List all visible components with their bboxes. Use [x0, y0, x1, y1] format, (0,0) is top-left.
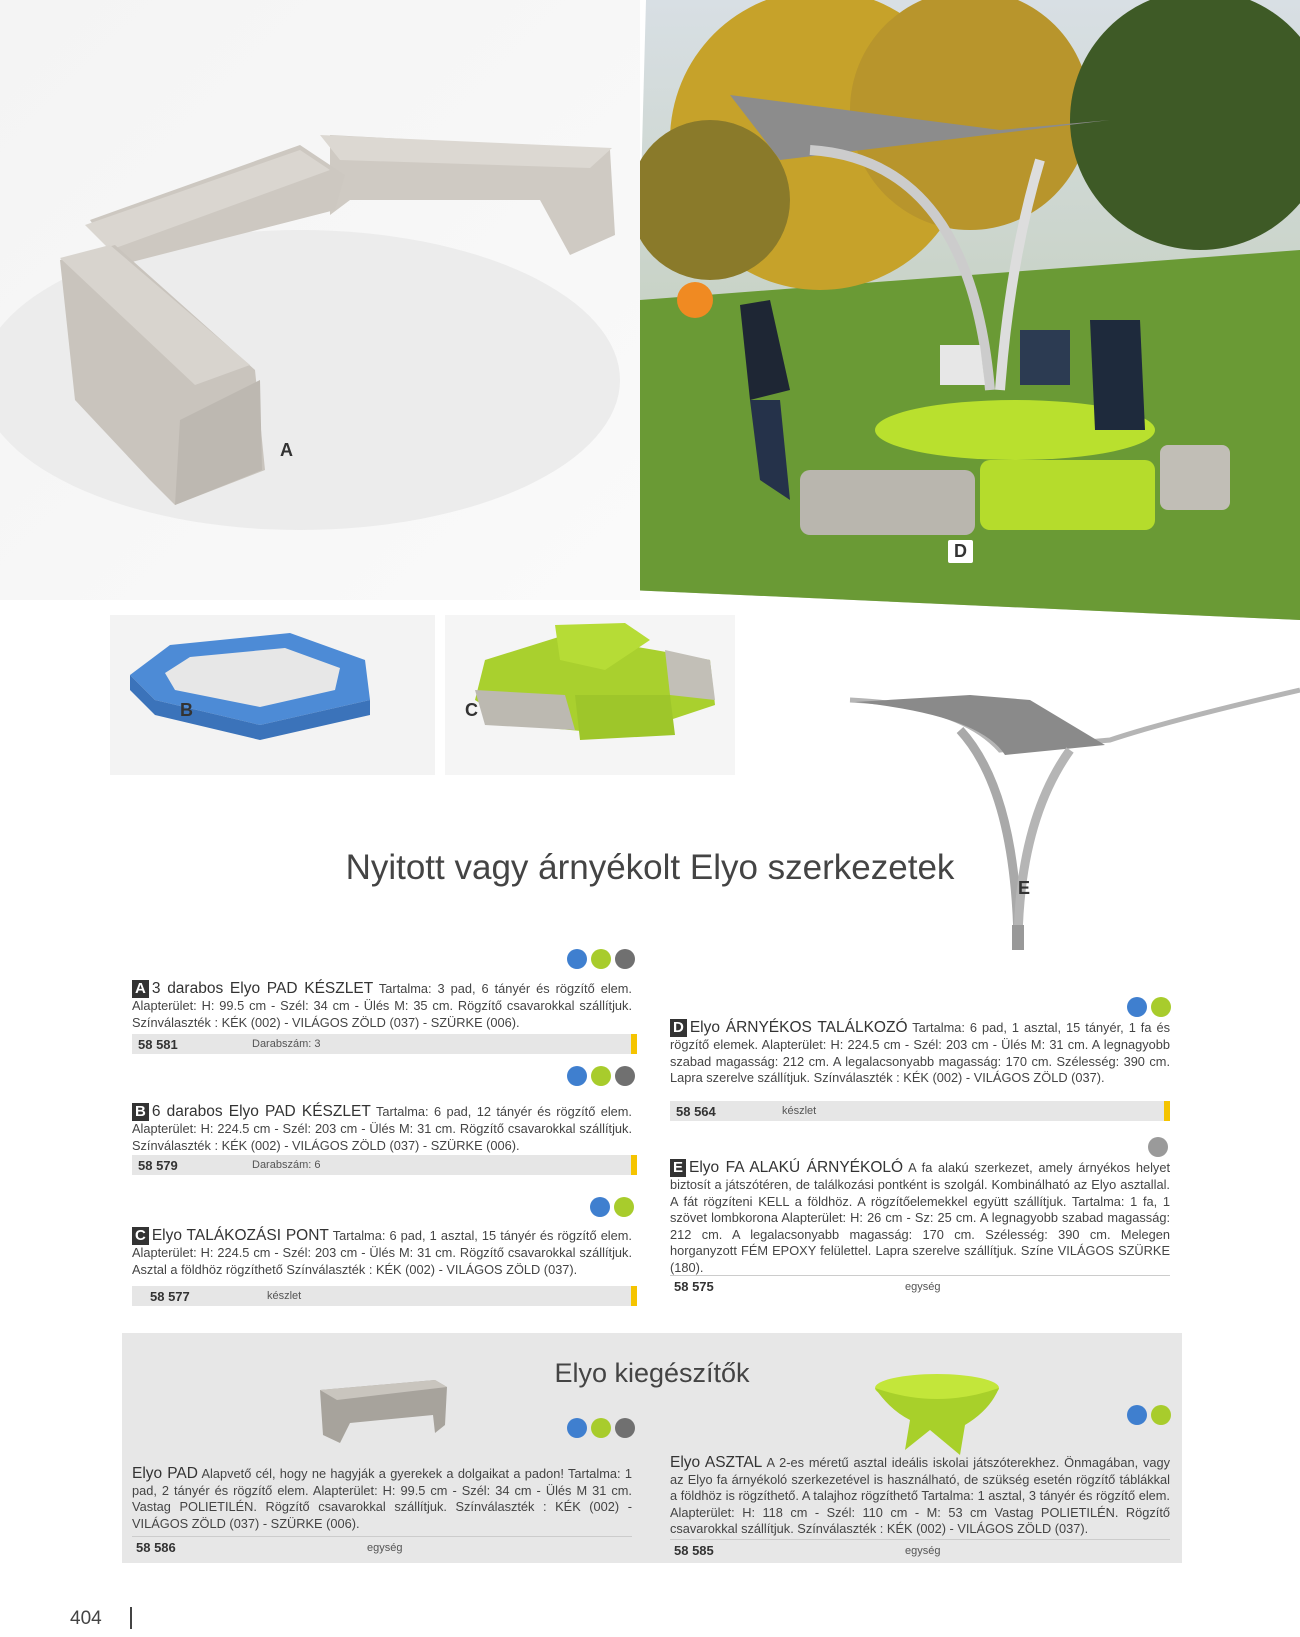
product-d-code: 58 564: [676, 1103, 716, 1119]
color-dot-blue: [567, 949, 587, 969]
product-e-code-line: [670, 1275, 1170, 1297]
accessory-pad-unit: egység: [367, 1541, 403, 1554]
product-c-code-bar: [132, 1286, 637, 1306]
product-d-name: Elyo ÁRNYÉKOS TALÁLKOZÓ: [689, 1019, 908, 1036]
bench-set-illustration: [0, 0, 640, 600]
yellow-marker: [631, 1034, 637, 1054]
product-b-name: 6 darabos Elyo PAD KÉSZLET: [151, 1103, 371, 1120]
accessory-pad-name: Elyo PAD: [132, 1465, 198, 1482]
product-e-letter: E: [670, 1159, 686, 1177]
product-c-code: 58 577: [150, 1288, 190, 1304]
page-title: Nyitott vagy árnyékolt Elyo szerkezetek: [345, 848, 955, 887]
color-dots-a: [567, 949, 635, 969]
product-e-code: 58 575: [674, 1279, 714, 1294]
product-e-details: A fa alakú szerkezet, amely árnyékos helyet biztosít a játszótéren, de találkozási pontként is szolgál. Kombinálható az Elyo asztallal. A fát rögzíteni KELL a földhöz. A rögzítőelemekkel együtt szállítjuk. Tartalma: 1 fa, 1 szövet lombkorona Alapterület: H: 26 cm - Sz: 25 cm. A legnagyobb szabad magasság: 212 cm. A legalacsonyabb magasság: 170 cm. Szélesség: 390 cm. Melegen horganyzott FÉM EPOXY felülettel. Lapra szerelve szállítjuk. Színe VILÁGOS SZÜRKE (180).: [670, 1160, 1170, 1275]
accessories-title: Elyo kiegészítők: [554, 1358, 750, 1388]
product-c-unit: készlet: [267, 1290, 302, 1302]
color-dots-pad: [567, 1418, 635, 1438]
product-a-description: [132, 980, 632, 1031]
product-d-unit: készlet: [782, 1105, 817, 1117]
meeting-point-image: [445, 615, 735, 775]
product-a-details: Tartalma: 3 pad, 6 tányér és rögzítő elem. Alapterület: H: 99.5 cm - Szél: 34 cm - Ülés M: 35 cm. Rögzítő csavarokkal szállítjuk. Színválaszték : KÉK (002) - VILÁGOS ZÖLD (037) - SZÜRKE (006).: [132, 981, 632, 1030]
product-c-name: Elyo TALÁKOZÁSI PONT: [151, 1227, 329, 1244]
accessory-table-image: [870, 1370, 1005, 1460]
color-dot-green: [591, 949, 611, 969]
accessory-pad-code-line: [132, 1536, 632, 1558]
accessory-pad-details: Alapvető cél, hogy ne hagyják a gyerekek a dolgaikat a padon! Tartalma: 1 pad, 2 tányér és rögzítő elem. Alapterület: H: 99.5 cm - Szél: 34 cm - Ülés M 31 cm. Vastag POLIETILÉN. Rögzítő csavarokkal szállítjuk. Színválaszték : KÉK (002) - VILÁGOS ZÖLD (037) - SZÜRKE (006).: [132, 1466, 632, 1531]
product-c-details: Tartalma: 6 pad, 1 asztal, 15 tányér és rögzítő elem. Alapterület: H: 224.5 cm - Szél: 203 cm - Ülés M: 31 cm. Rögzítő csavarokkal szállítjuk. Asztal a földhöz rögzíthető Színválaszték : KÉK (002) - VILÁGOS ZÖLD (037).: [132, 1228, 632, 1277]
color-dots-table: [1127, 1405, 1171, 1425]
accessory-table-description: [670, 1455, 1170, 1538]
color-dot-lightgrey: [1148, 1137, 1168, 1157]
shaded-meeting-illustration: [640, 0, 1300, 620]
color-dot-blue: [1127, 1405, 1147, 1425]
color-dot-green: [591, 1418, 611, 1438]
product-a-code: 58 581: [138, 1036, 178, 1052]
product-b-code: 58 579: [138, 1157, 178, 1173]
image-label-e: E: [1018, 878, 1031, 898]
yellow-marker: [631, 1286, 637, 1306]
color-dot-green: [591, 1066, 611, 1086]
page-number: 404: [70, 1608, 102, 1629]
image-label-a: A: [280, 440, 293, 460]
accessory-table-unit: egység: [905, 1544, 941, 1557]
product-b-unit: Darabszám: 6: [252, 1159, 321, 1171]
color-dot-grey: [615, 1066, 635, 1086]
color-dot-blue: [590, 1197, 610, 1217]
meeting-point-illustration: [445, 615, 735, 775]
yellow-marker: [1164, 1101, 1170, 1121]
image-label-d: D: [948, 540, 973, 563]
accessory-pad-code: 58 586: [136, 1540, 176, 1555]
tree-shade-illustration: [840, 680, 1300, 960]
accessory-pad-description: [132, 1466, 632, 1532]
product-b-details: Tartalma: 6 pad, 12 tányér és rögzítő elem. Alapterület: H: 224.5 cm - Szél: 203 cm - Ülés M: 31 cm. Rögzítő csavarokkal szállítjuk. Színválaszték : KÉK (002) - VILÁGOS ZÖLD (037) - SZÜRKE (006).: [132, 1104, 632, 1153]
color-dots-d: [1127, 997, 1171, 1017]
color-dot-green: [1151, 1405, 1171, 1425]
color-dot-grey: [615, 1418, 635, 1438]
product-b-description: [132, 1103, 632, 1154]
blue-bench-ring-illustration: [110, 615, 435, 775]
tree-shade-image: [840, 680, 1300, 960]
product-d-letter: D: [670, 1019, 687, 1037]
color-dots-c: [590, 1197, 634, 1217]
product-a-unit: Darabszám: 3: [252, 1038, 321, 1050]
accessory-table-details: A 2-es méretű asztal ideális iskolai játszóterekhez. Önmagában, vagy az Elyo fa árnyékoló szerkezetével is használható, de szükség esetén rögzítő táblákkal a földhöz is rögzíthető. A talajhoz rögzíthető Tartalma: 1 asztal, 3 tányér és rögzítő elem. Alapterület: H: 118 cm - Szél: 110 cm - M: 53 cm Vastag POLIETILÉN. Rögzítő csavarokkal szállítjuk. Színválaszték : KÉK (002) - VILÁGOS ZÖLD (037).: [670, 1455, 1170, 1536]
product-c-description: [132, 1227, 632, 1278]
color-dot-blue: [1127, 997, 1147, 1017]
color-dot-blue: [567, 1066, 587, 1086]
product-b-code-bar: [132, 1155, 637, 1175]
product-d-details: Tartalma: 6 pad, 1 asztal, 15 tányér, 1 fa és rögzítő elemek. Alapterület: H: 224.5 cm - Szél: 203 cm - Ülés M: 31 cm. A legnagyobb szabad magasság: 212 cm. A legalacsonyabb magasság: 170 cm. Szélesség: 390 cm. Lapra szerelve szállítjuk. Színválaszték : KÉK (002) - VILÁGOS ZÖLD (037).: [670, 1020, 1170, 1085]
product-e-name: Elyo FA ALAKÚ ÁRNYÉKOLÓ: [689, 1159, 904, 1176]
product-a-name: 3 darabos Elyo PAD KÉSZLET: [151, 980, 374, 997]
product-a-letter: A: [132, 980, 149, 998]
accessory-table-illustration: [870, 1370, 1005, 1460]
color-dot-grey: [615, 949, 635, 969]
bench-set-image: [0, 0, 640, 600]
accessory-table-code-line: [670, 1539, 1170, 1561]
product-d-code-bar: [670, 1101, 1170, 1121]
product-e-unit: egység: [905, 1280, 941, 1293]
accessory-table-name: Elyo ASZTAL: [670, 1454, 763, 1471]
accessory-table-code: 58 585: [674, 1543, 714, 1558]
color-dot-blue: [567, 1418, 587, 1438]
product-a-code-bar: [132, 1034, 637, 1054]
accessory-bench-illustration: [315, 1375, 450, 1445]
product-d-description: [670, 1019, 1170, 1087]
color-dots-e: [1148, 1137, 1168, 1157]
product-c-letter: C: [132, 1227, 149, 1245]
yellow-marker: [631, 1155, 637, 1175]
product-e-description: [670, 1159, 1170, 1276]
color-dot-green: [1151, 997, 1171, 1017]
color-dot-green: [614, 1197, 634, 1217]
image-label-c: C: [465, 700, 478, 720]
shaded-meeting-photo: [640, 0, 1300, 620]
page-number-divider: [130, 1607, 132, 1629]
image-label-b: B: [180, 700, 193, 720]
blue-bench-ring-image: [110, 615, 435, 775]
color-dots-b: [567, 1066, 635, 1086]
product-b-letter: B: [132, 1103, 149, 1121]
accessory-bench-image: [315, 1375, 450, 1445]
